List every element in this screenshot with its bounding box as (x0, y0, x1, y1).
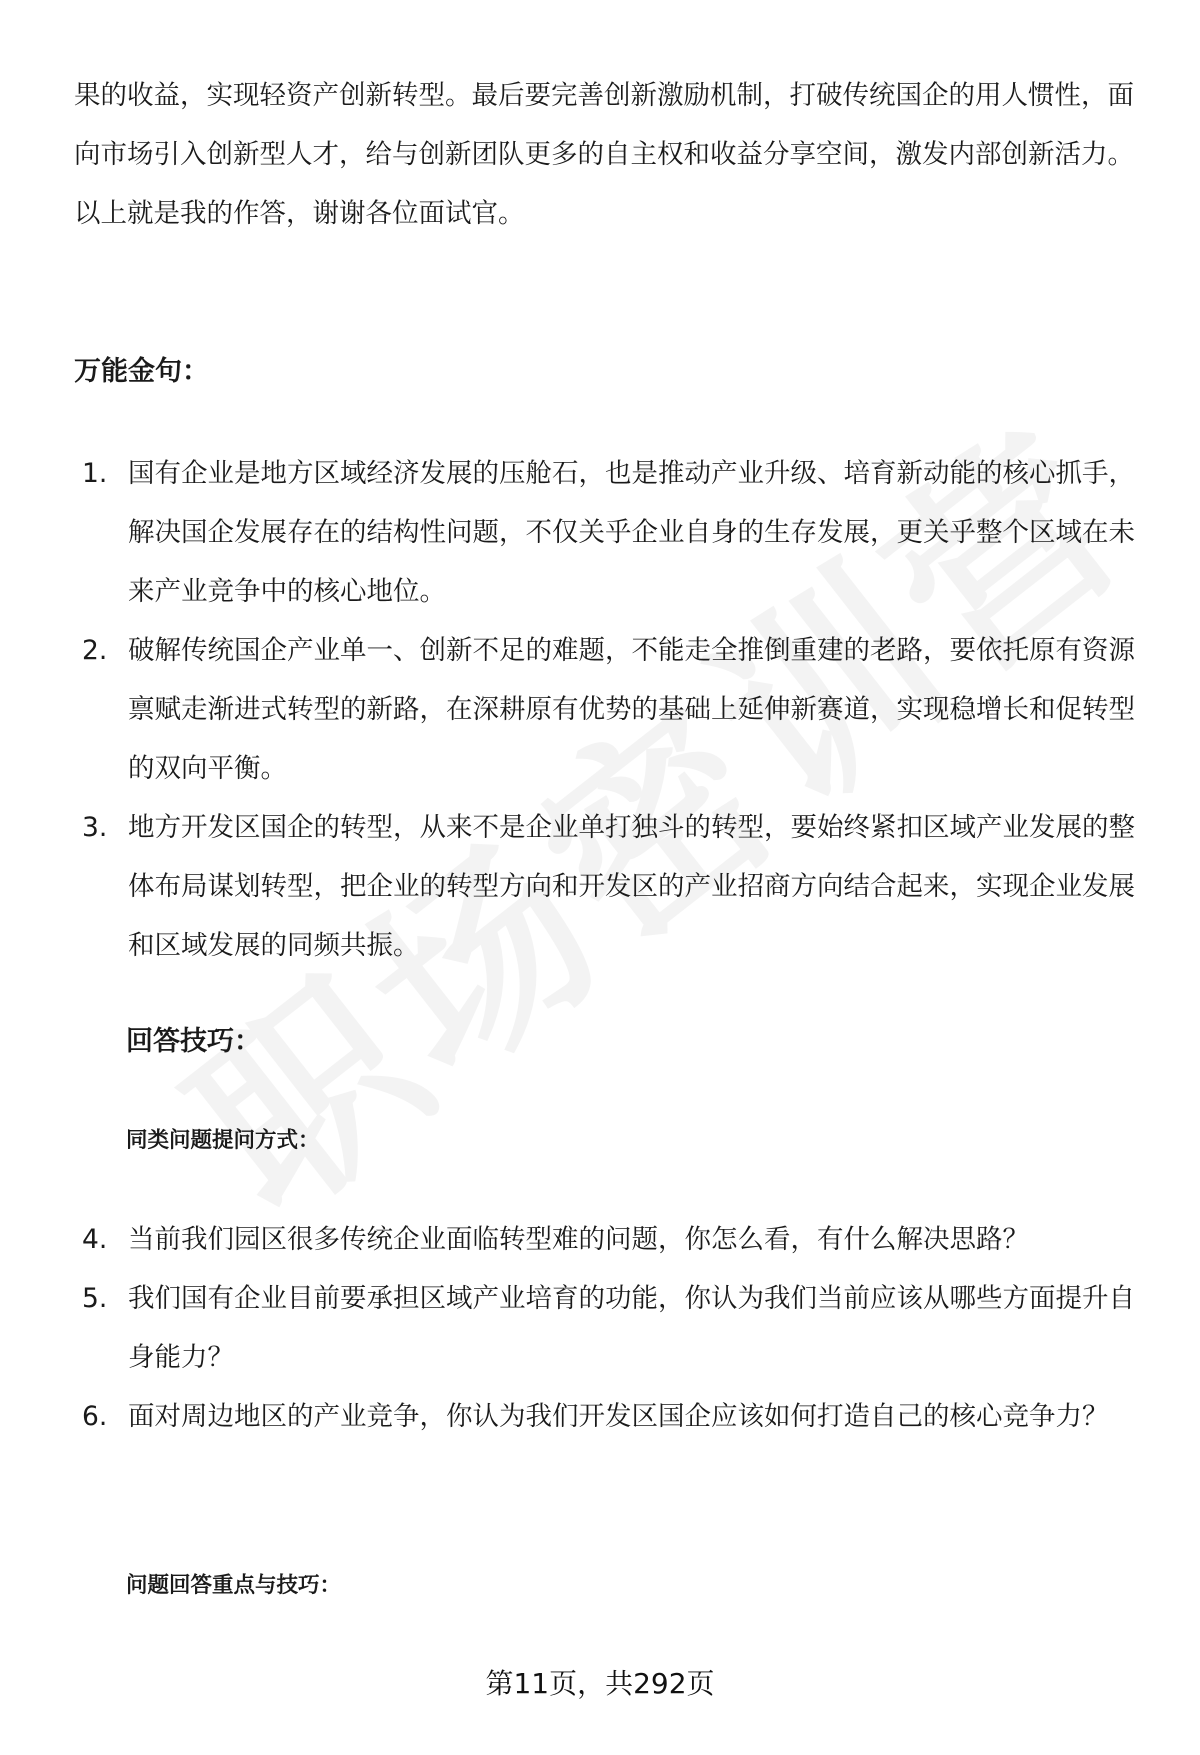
list-number: 4. (82, 1224, 108, 1255)
answer-tips-heading: 回答技巧： (126, 1026, 261, 1057)
golden-sentences-heading: 万能金句： (74, 356, 209, 387)
list-text: 当前我们园区很多传统企业面临转型难的问题，你怎么看，有什么解决思路？ (128, 1224, 1029, 1255)
list-number: 2. (82, 635, 108, 666)
list-item (82, 444, 1152, 621)
list-number: 1. (82, 458, 108, 489)
page-number-footer: 第11页，共292页 (485, 1667, 715, 1700)
list-text: 破解传统国企产业单一、创新不足的难题，不能走全推倒重建的老路，要依托原有资源禀赋走渐进式转型的新路，在深耕原有优势的基础上延伸新赛道，实现稳增长和促转型的双向平衡。 (128, 635, 1135, 784)
list-item (82, 1387, 1152, 1446)
list-text: 我们国有企业目前要承担区域产业培育的功能，你认为我们当前应该从哪些方面提升自身能力？ (128, 1283, 1135, 1373)
list-number: 3. (82, 812, 108, 843)
key-points-heading: 问题回答重点与技巧： (126, 1573, 342, 1598)
list-text: 面对周边地区的产业竞争，你认为我们开发区国企应该如何打造自己的核心竞争力？ (128, 1401, 1109, 1432)
list-item (82, 1269, 1152, 1387)
list-number: 5. (82, 1283, 108, 1314)
list-item (82, 621, 1152, 798)
list-item (82, 798, 1152, 975)
list-text: 国有企业是地方区域经济发展的压舱石，也是推动产业升级、培育新动能的核心抓手，解决国企发展存在的结构性问题，不仅关乎企业自身的生存发展，更关乎整个区域在未来产业竞争中的核心地位。 (128, 458, 1135, 607)
similar-questions-list (82, 1210, 1152, 1446)
list-item (82, 1210, 1152, 1269)
intro-section (74, 66, 1150, 243)
list-text: 地方开发区国企的转型，从来不是企业单打独斗的转型，要始终紧扣区域产业发展的整体布局谋划转型，把企业的转型方向和开发区的产业招商方向结合起来，实现企业发展和区域发展的同频共振。 (128, 812, 1135, 961)
intro-paragraph: 果的收益，实现轻资产创新转型。最后要完善创新激励机制，打破传统国企的用人惯性，面向市场引入创新型人才，给与创新团队更多的自主权和收益分享空间，激发内部创新活力。 (74, 80, 1134, 170)
similar-questions-heading: 同类问题提问方式： (126, 1128, 320, 1153)
list-number: 6. (82, 1401, 108, 1432)
golden-sentences-list (82, 444, 1152, 975)
closing-line: 以上就是我的作答，谢谢各位面试官。 (74, 198, 525, 229)
